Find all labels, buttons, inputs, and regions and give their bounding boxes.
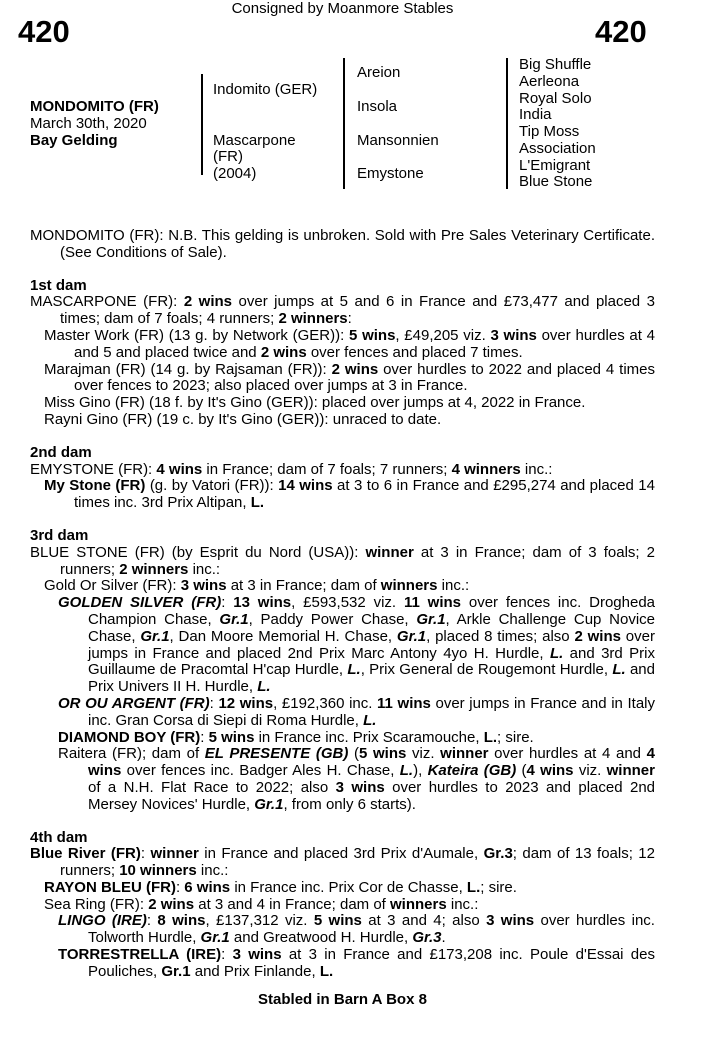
granddam-paternal: Insola [357, 98, 398, 115]
progeny-entry: Marajman (FR) (14 g. by Rajsaman (FR)): 2 wins over hurdles to 2022 and placed 4 times over fences to 2023; also placed over jumps at 3 in France. [44, 360, 655, 395]
progeny-entry: Miss Gino (FR) (18 f. by It's Gino (GER)): placed over jumps at 4, 2022 in France. [44, 394, 586, 412]
catalogue-body [30, 228, 655, 981]
progeny-entry: Raitera (FR); dam of EL PRESENTE (GB) (5 wins viz. winner over hurdles at 4 and 4 wins over fences inc. Badger Ales H. Chase, L.), Kateira (GB) (4 wins viz. winner of a N.H. Flat Race to 2022; also 3 wins over hurdles to 2023 and placed 2nd Mersey Novices' Hurdle, Gr.1, from only 6 starts). [58, 745, 656, 813]
pedigree-bracket-3 [506, 58, 508, 189]
sire: Indomito (GER) [213, 81, 318, 98]
gen4-ancestor: L'Emigrant [519, 157, 591, 174]
progeny-entry: OR OU ARGENT (FR): 12 wins, £192,360 inc. 11 wins over jumps in France and in Italy inc. Gran Corsa di Siepi di Roma Hurdle, L. [58, 694, 656, 729]
progeny-entry: DIAMOND BOY (FR): 5 wins in France inc. Prix Scaramouche, L.; sire. [58, 728, 534, 746]
pedigree-bracket-2 [343, 58, 345, 189]
heading-2nd-dam: 2nd dam [30, 443, 92, 461]
progeny-entry: RAYON BLEU (FR): 6 wins in France inc. Prix Cor de Chasse, L.; sire. [44, 878, 517, 896]
horse-name: MONDOMITO (FR) [30, 98, 159, 115]
horse-dob: March 30th, 2020 [30, 115, 147, 132]
gen4-ancestor: Aerleona [519, 73, 580, 90]
gen4-ancestor: Big Shuffle [519, 56, 592, 73]
pedigree-bracket-1 [201, 74, 203, 175]
dam-country: (FR) [213, 148, 243, 165]
progeny-entry: GOLDEN SILVER (FR): 13 wins, £593,532 viz. 11 wins over fences inc. Drogheda Champion Chase, Gr.1, Paddy Power Chase, Gr.1, Arkle Challenge Cup Novice Chase, Gr.1, Dan Moore Memorial H. Chase, Gr.1, placed 8 times; also 2 wins over jumps in France and placed 2nd Prix Marc Antony 4yo H. Hurdle, L. and 3rd Prix Guillaume de Pracomtal H'cap Hurdle, L., Prix General de Rougemont Hurdle, L. and Prix Univers II H. Hurdle, L. [58, 594, 656, 696]
progeny-entry: My Stone (FR) (g. by Vatori (FR)): 14 wins at 3 to 6 in France and £295,274 and placed 14 times inc. 3rd Prix Altipan, L. [44, 477, 655, 512]
progeny-entry: TORRESTRELLA (IRE): 3 wins at 3 in France and £173,208 inc. Poule d'Essai des Pouliches, Gr.1 and Prix Finlande, L. [58, 946, 655, 980]
lot-number-left: 420 [18, 14, 70, 49]
heading-1st-dam: 1st dam [30, 276, 87, 294]
horse-description: Bay Gelding [30, 132, 118, 149]
gen4-ancestor: India [519, 106, 552, 123]
progeny-entry: Sea Ring (FR): 2 wins at 3 and 4 in France; dam of winners inc.: [44, 895, 479, 913]
progeny-entry: Rayni Gino (FR) (19 c. by It's Gino (GER)): unraced to date. [44, 410, 442, 428]
grandsire-maternal: Mansonnien [357, 132, 439, 149]
dam-record: MASCARPONE (FR): 2 wins over jumps at 5 and 6 in France and £73,477 and placed 3 times; dam of 7 foals; 4 runners; 2 winners: [30, 293, 655, 328]
granddam-maternal: Emystone [357, 165, 424, 182]
grandsire-paternal: Areion [357, 64, 401, 81]
gen4-ancestor: Blue Stone [519, 173, 593, 190]
sale-note: MONDOMITO (FR): N.B. This gelding is unbroken. Sold with Pre Sales Veterinary Certificate. (See Conditions of Sale). [30, 227, 655, 261]
heading-3rd-dam: 3rd dam [30, 526, 89, 544]
gen4-ancestor: Association [519, 140, 596, 157]
stabling-location: Stabled in Barn A Box 8 [258, 991, 427, 1008]
dam-name: Mascarpone [213, 132, 296, 149]
dam-record: Blue River (FR): winner in France and placed 3rd Prix d'Aumale, Gr.3; dam of 13 foals; 12 runners; 10 winners inc.: [30, 845, 655, 880]
dam-year: (2004) [213, 165, 257, 182]
consignor-line: Consigned by Moanmore Stables [231, 0, 454, 17]
heading-4th-dam: 4th dam [30, 828, 88, 846]
lot-number-right: 420 [595, 14, 647, 49]
gen4-ancestor: Royal Solo [519, 90, 592, 107]
progeny-entry: Master Work (FR) (13 g. by Network (GER)): 5 wins, £49,205 viz. 3 wins over hurdles at 4 and 5 and placed twice and 2 wins over fences and placed 7 times. [44, 326, 655, 361]
dam-record: BLUE STONE (FR) (by Esprit du Nord (USA)): winner at 3 in France; dam of 3 foals; 2 runners; 2 winners inc.: [30, 543, 655, 578]
progeny-entry: LINGO (IRE): 8 wins, £137,312 viz. 5 wins at 3 and 4; also 3 wins over hurdles inc. Tolworth Hurdle, Gr.1 and Greatwood H. Hurdle, Gr.3. [58, 912, 655, 947]
progeny-entry: Gold Or Silver (FR): 3 wins at 3 in France; dam of winners inc.: [44, 577, 470, 595]
dam-record: EMYSTONE (FR): 4 wins in France; dam of 7 foals; 7 runners; 4 winners inc.: [30, 460, 553, 478]
gen4-ancestor: Tip Moss [519, 123, 580, 140]
